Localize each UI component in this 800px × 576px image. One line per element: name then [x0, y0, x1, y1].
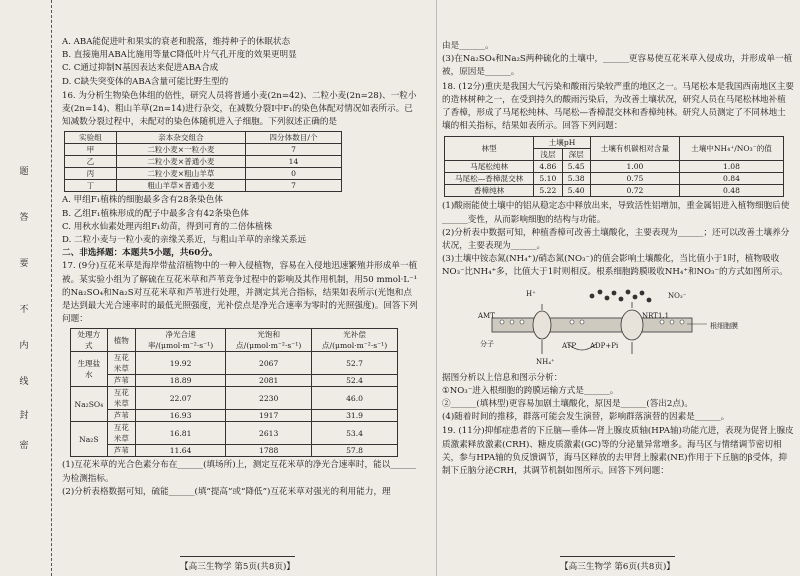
table-cell: 11.64 [135, 445, 225, 457]
table-cell: 53.4 [312, 422, 398, 445]
table-cell: 7 [245, 180, 341, 192]
table-cell: 0.48 [680, 185, 784, 197]
table-cell: 0.84 [680, 173, 784, 185]
right-page [442, 40, 794, 478]
subquestion: 据图分析以上信息和图示分析： [442, 372, 563, 383]
left-page [62, 36, 418, 499]
subquestion: (3)土壤中铵态氮(NH₄⁺)/硝态氮(NO₃⁻)的值会影响土壤酸化，当比值小于1时，植物吸收NO₃⁻比NH₄⁺多，比值大于1时则相反。根系细胞跨膜吸收NH₄⁺和NO₃⁻的方式如图所示。 [442, 254, 788, 278]
table-cell: 5.40 [562, 185, 590, 197]
table-header: 光补偿点/(μmol·m⁻²·s⁻¹) [312, 329, 398, 352]
table-cell: 5.10 [534, 173, 562, 185]
option-line: C. C通过抑制N基因表达来促进ABA合成 [62, 63, 219, 74]
margin-label: 封 [19, 411, 29, 421]
table-subheader: 浅层 [534, 149, 562, 161]
table-cell: 2230 [226, 387, 312, 410]
diagram-label: H⁺ [526, 289, 536, 298]
subquestion: ②______(填林型)更容易加剧土壤酸化，原因是______(答出2点)。 [442, 399, 693, 410]
table-cell: 互花米草 [107, 352, 135, 375]
option-line: B. 乙组F₁植株形成的配子中最多含有42条染色体 [62, 208, 249, 219]
question-16-stem: 16. 为分析生物染色体组的倍性，研究人员将普通小麦(2n=42)、二粒小麦(2n=28)、一粒小麦(2n=14)、粗山羊草(2n=14)进行杂交，在减数分裂Ⅰ中F₁的染色体配对情况如表所示。已知减数分裂过程中，未配对的染色体随机进入子细胞。下列叙述正确的是 [62, 90, 417, 128]
section-heading: 二、非选择题：本题共5小题，共60分。 [62, 248, 218, 259]
table-header: 净光合速率/(μmol·m⁻²·s⁻¹) [135, 329, 225, 352]
table-cell: 1.00 [590, 161, 679, 173]
table-cell: 52.7 [312, 352, 398, 375]
table-cell: 5.45 [562, 161, 590, 173]
table-cell: 31.9 [312, 410, 398, 422]
option-line: A. ABA能促进叶和果实的衰老和脱落，维持种子的休眠状态 [62, 37, 291, 47]
table-header: 处理方式 [71, 329, 108, 352]
table-cell: 16.81 [135, 422, 225, 445]
table-cell: 1917 [226, 410, 312, 422]
option-line: A. 甲组F₁植株的细胞最多含有28条染色体 [62, 195, 223, 206]
diagram-label: 根细胞膜 [710, 321, 738, 330]
table-cell: Na₂S [71, 422, 108, 457]
table-cell: 互花米草 [107, 422, 135, 445]
table-cell: 2613 [226, 422, 312, 445]
table-header: 实验组 [65, 132, 117, 144]
q17-table [70, 328, 398, 457]
margin-label: 密 [19, 441, 29, 451]
table-header: 亲本杂交组合 [116, 132, 245, 144]
table-cell: 7 [245, 144, 341, 156]
q18-table [444, 136, 784, 197]
margin-label: 题 [19, 167, 29, 177]
diagram-label: NO₃⁻ [668, 291, 687, 300]
table-cell: 14 [245, 156, 341, 168]
table-cell: 1788 [226, 445, 312, 457]
table-cell: 57.8 [312, 445, 398, 457]
table-cell: Na₂SO₄ [71, 387, 108, 422]
page-footer-left: 【高三生物学 第5页(共8页)】 [180, 556, 295, 572]
table-cell: 二粒小麦×普通小麦 [116, 156, 245, 168]
table-row [71, 352, 398, 375]
margin-label: 线 [19, 377, 29, 387]
diagram-label: AMT [478, 311, 495, 320]
diagram-label: 分子 [480, 339, 494, 348]
subquestion: (4)随着时间的推移，群落可能会发生演替，影响群落演替的因素是______。 [442, 412, 730, 423]
table-cell: 16.93 [135, 410, 225, 422]
table-row [65, 156, 342, 168]
table-row [445, 185, 784, 197]
table-row [65, 144, 342, 156]
subquestion: (1)互花米草的光合色素分布在______(填场所)上，测定互花米草的净光合速率时，能以______为检测指标。 [62, 460, 417, 484]
option-line: D. C缺失突变体的ABA含量可能比野生型的 [62, 76, 229, 87]
table-cell: 香樟纯林 [445, 185, 534, 197]
margin-label: 答 [19, 213, 29, 223]
table-cell: 甲 [65, 144, 117, 156]
table-header: 四分体数目/个 [245, 132, 341, 144]
subquestion: (2)分析表中数据可知，种植香樟可改善土壤酸化，主要表现为______；还可以改善土壤养分状况，主要表现为______。 [442, 227, 790, 252]
margin-label: 要 [19, 259, 29, 269]
table-cell: 5.38 [562, 173, 590, 185]
table-cell: 丙 [65, 168, 117, 180]
question-17-stem: 17. (9分)互花米草是海岸带盐沼植物中的一种入侵植物，容易在入侵地迅速繁殖并形成单一植被。某实验小组为了解硫在互花米草和芦苇竞争过程中的影响及其作用机制，用50 mmol·L⁻¹的Na₂SO₄和Na₂S对互花米草和芦苇进行处理，并测定其光合指标，结果如表所示(光饱和点是达到最大光合速率时的最低光照强度，光补偿点是净光合速率为零时的光照强度)。回答下列问题： [62, 261, 418, 325]
table-cell: 2067 [226, 352, 312, 375]
table-cell: 52.4 [312, 375, 398, 387]
table-subheader: 深层 [562, 149, 590, 161]
table-cell: 芦苇 [107, 375, 135, 387]
table-cell: 22.07 [135, 387, 225, 410]
option-line: C. 用秋水仙素处理丙组F₁幼苗，得到可育的二倍体植株 [62, 221, 273, 232]
table-header: 林型 [445, 137, 534, 161]
table-cell: 粗山羊草×普通小麦 [116, 180, 245, 192]
table-cell: 芦苇 [107, 410, 135, 422]
question-18-stem: 18. (12分)重庆是我国大气污染和酸雨污染较严重的地区之一。马尾松本是我国西南地区主要的造林树种之一，在受到持久的酸雨污染后，为改善土壤状况，研究人员在马尾松林地补植了香樟，形成了马尾松纯林、马尾松—香樟混交林和香樟纯林。研究人员测定了不同林地土壤的相关指标，结果如表所示。回答下列问题： [442, 81, 795, 132]
table-cell: 0.72 [590, 185, 679, 197]
subquestion: (1)酸雨能使土壤中的铝从稳定态中释放出来，导致活性铝增加，重金属铝进入植物细胞后使______变性，从而影响细胞的结构与功能。 [442, 201, 790, 225]
table-cell: 马尾松纯林 [445, 161, 534, 173]
table-cell: 丁 [65, 180, 117, 192]
margin-label: 内 [19, 341, 29, 351]
table-row [65, 180, 342, 192]
page-footer-right: 【高三生物学 第6页(共8页)】 [560, 556, 675, 572]
table-row [71, 410, 398, 422]
binding-margin [0, 0, 52, 576]
diagram-label: ATP [562, 341, 577, 350]
question-19-stem: 19. (11分)抑郁症患者的下丘脑—垂体—肾上腺皮质轴(HPA轴)功能亢进，表现为促肾上腺皮质激素释放激素(CRH)、糖皮质激素(GC)等的分泌量异常增多。海马区与情绪调节密切相关，参与HPA轴的负反馈调节，海马区释放的去甲肾上腺素(NE)作用于下丘脑的β受体，抑制下丘脑分泌CRH，其调节机制如图所示。回答下列问题： [442, 426, 794, 477]
table-header: 土壤pH [534, 137, 591, 149]
option-line: D. 二粒小麦与一粒小麦的亲缘关系近，与粗山羊草的亲缘关系远 [62, 235, 307, 246]
subquestion: (2)分析表格数据可知，硫能______(填“提高”或“降低”)互花米草对强光的利用能力，理 [62, 486, 391, 497]
table-cell: 0 [245, 168, 341, 180]
table-cell: 5.22 [534, 185, 562, 197]
table-cell: 2081 [226, 375, 312, 387]
table-row [445, 161, 784, 173]
table-row [65, 168, 342, 180]
table-cell: 19.92 [135, 352, 225, 375]
subquestion: ①NO₃⁻进入根细胞的跨膜运输方式是______。 [442, 385, 619, 396]
table-cell: 芦苇 [107, 445, 135, 457]
diagram-label: NRT1.1 [642, 311, 670, 320]
table-row [71, 375, 398, 387]
table-cell: 二粒小麦×粗山羊草 [116, 168, 245, 180]
table-cell: 46.0 [312, 387, 398, 410]
table-cell: 乙 [65, 156, 117, 168]
diagram-label: NH₄⁺ [536, 357, 555, 366]
table-header: 植物 [107, 329, 135, 352]
option-line: B. 直接施用ABA比施用等量C降低叶片气孔开度的效果更明显 [62, 50, 297, 61]
table-cell: 18.89 [135, 375, 225, 387]
q16-table [64, 131, 342, 192]
answer-line: 由是______。 [442, 41, 494, 51]
table-row [445, 173, 784, 185]
page-divider [436, 0, 437, 576]
table-row [71, 445, 398, 457]
table-row [71, 422, 398, 445]
table-cell: 二粒小麦×一粒小麦 [116, 144, 245, 156]
table-cell: 互花米草 [107, 387, 135, 410]
table-cell: 马尾松—香樟混交林 [445, 173, 534, 185]
table-row [71, 387, 398, 410]
table-cell: 1.08 [680, 161, 784, 173]
answer-line: (3)在Na₂SO₄和Na₂S两种硫化的土壤中，______更容易使互花米草入侵成功，并形成单一植被，原因是______。 [442, 54, 793, 78]
membrane-transport-diagram [442, 284, 794, 368]
table-cell: 0.75 [590, 173, 679, 185]
diagram-label: ADP+Pi [590, 341, 619, 350]
table-header: 光饱和点/(μmol·m⁻²·s⁻¹) [226, 329, 312, 352]
table-header: 土壤有机碳相对含量 [590, 137, 679, 161]
diagram-svg [482, 284, 742, 368]
table-cell: 生理盐水 [71, 352, 108, 387]
table-header: 土壤中NH₄⁺/NO₃⁻的值 [680, 137, 784, 161]
margin-label: 不 [19, 305, 29, 315]
table-cell: 4.86 [534, 161, 562, 173]
